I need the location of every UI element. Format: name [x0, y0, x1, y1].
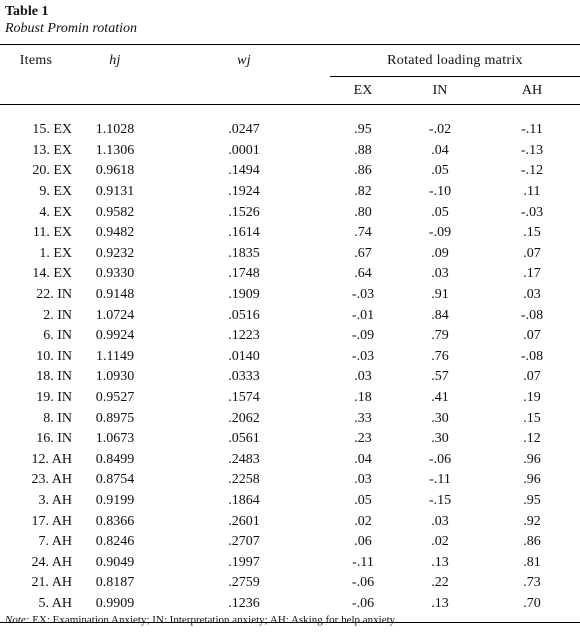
- cell-ex: .74: [354, 225, 372, 241]
- cell-ex: -.03: [351, 287, 375, 303]
- cell-wj: .2062: [228, 410, 260, 426]
- table-row: [0, 450, 580, 471]
- cell-item: 13. EX: [32, 142, 72, 158]
- cell-item: 18. IN: [36, 369, 72, 385]
- cell-hj: 0.9924: [95, 328, 135, 344]
- cell-hj: 0.9199: [95, 492, 135, 508]
- cell-hj: 1.1149: [96, 348, 134, 364]
- cell-item: 11. EX: [32, 225, 72, 241]
- cell-in: .79: [431, 328, 449, 344]
- cell-in: .30: [431, 410, 449, 426]
- cell-ah: -.03: [520, 204, 544, 220]
- cell-in: .05: [431, 204, 449, 220]
- cell-ex: -.03: [351, 348, 375, 364]
- cell-item: 8. IN: [43, 410, 72, 426]
- cell-ex: .64: [354, 266, 372, 282]
- header-row-1: [0, 45, 580, 77]
- cell-hj: 0.8754: [95, 472, 135, 488]
- cell-item: 15. EX: [32, 122, 72, 138]
- table-row: [0, 552, 580, 573]
- cell-hj: 1.0724: [95, 307, 135, 323]
- cell-ex: .82: [354, 184, 372, 200]
- cell-ah: .15: [523, 410, 541, 426]
- header-items: Items: [19, 52, 53, 68]
- cell-ah: .07: [523, 369, 541, 385]
- cell-in: .41: [431, 390, 449, 406]
- table-row: [0, 532, 580, 553]
- cell-in: -.09: [428, 225, 452, 241]
- cell-in: .91: [431, 287, 449, 303]
- table-row: [0, 326, 580, 347]
- cell-wj: .1236: [228, 595, 260, 611]
- cell-ex: -.06: [351, 575, 375, 591]
- cell-in: .76: [431, 348, 449, 364]
- table-row: [0, 223, 580, 244]
- table-row: [0, 573, 580, 594]
- table-row: [0, 305, 580, 326]
- table-row: [0, 491, 580, 512]
- header-rotated-loading-matrix: Rotated loading matrix: [330, 45, 580, 77]
- cell-ah: .92: [523, 513, 541, 529]
- header-row-2: [0, 77, 580, 105]
- cell-ex: .06: [354, 534, 372, 550]
- header-wj: wj: [237, 52, 251, 68]
- cell-ex: .05: [354, 492, 372, 508]
- cell-ah: .95: [523, 492, 541, 508]
- cell-item: 10. IN: [36, 348, 72, 364]
- cell-hj: 0.9582: [95, 204, 135, 220]
- cell-ah: .73: [523, 575, 541, 591]
- cell-ex: .88: [354, 142, 372, 158]
- cell-item: 3. AH: [38, 492, 72, 508]
- cell-wj: .1494: [228, 163, 260, 179]
- cell-ah: .70: [523, 595, 541, 611]
- cell-ex: .03: [354, 472, 372, 488]
- header-ex: EX: [353, 82, 373, 98]
- cell-item: 12. AH: [31, 451, 72, 467]
- cell-hj: 0.9527: [95, 390, 135, 406]
- cell-item: 22. IN: [36, 287, 72, 303]
- cell-in: .13: [431, 554, 449, 570]
- cell-wj: .1748: [228, 266, 260, 282]
- cell-in: .03: [431, 513, 449, 529]
- cell-item: 4. EX: [39, 204, 72, 220]
- cell-ex: -.09: [351, 328, 375, 344]
- cell-ex: .80: [354, 204, 372, 220]
- cell-in: -.02: [428, 122, 452, 138]
- cell-wj: .0561: [228, 431, 260, 447]
- cell-item: 17. AH: [31, 513, 72, 529]
- cell-in: .09: [431, 245, 449, 261]
- cell-ex: .86: [354, 163, 372, 179]
- cell-hj: 0.9330: [95, 266, 135, 282]
- table-row: [0, 161, 580, 182]
- cell-ah: -.11: [521, 122, 543, 138]
- table-row: [0, 182, 580, 203]
- cell-hj: 0.9049: [95, 554, 135, 570]
- cell-item: 16. IN: [36, 431, 72, 447]
- cell-ex: .33: [354, 410, 372, 426]
- cell-in: .22: [431, 575, 449, 591]
- cell-ex: .23: [354, 431, 372, 447]
- cell-hj: 1.0673: [95, 431, 135, 447]
- cell-in: .03: [431, 266, 449, 282]
- cell-ah: .81: [523, 554, 541, 570]
- cell-hj: 0.8187: [95, 575, 135, 591]
- cell-item: 23. AH: [31, 472, 72, 488]
- cell-ah: .17: [523, 266, 541, 282]
- cell-hj: 1.1028: [95, 122, 135, 138]
- table-row: [0, 285, 580, 306]
- cell-wj: .2759: [228, 575, 260, 591]
- cell-item: 5. AH: [38, 595, 72, 611]
- note-text: EX: Examination Anxiety; IN: Interpretation anxiety; AH: Asking for help anxiety.: [32, 614, 398, 626]
- cell-wj: .2601: [228, 513, 260, 529]
- cell-ah: .96: [523, 472, 541, 488]
- cell-wj: .0247: [228, 122, 260, 138]
- cell-item: 1. EX: [39, 245, 72, 261]
- cell-ah: -.08: [520, 307, 544, 323]
- cell-hj: 0.8975: [95, 410, 135, 426]
- cell-wj: .1574: [228, 390, 260, 406]
- cell-wj: .1526: [228, 204, 260, 220]
- cell-in: -.06: [428, 451, 452, 467]
- cell-ex: -.01: [351, 307, 375, 323]
- cell-item: 9. EX: [39, 184, 72, 200]
- cell-ah: .07: [523, 245, 541, 261]
- cell-wj: .2483: [228, 451, 260, 467]
- table-row: [0, 244, 580, 265]
- cell-wj: .0516: [228, 307, 260, 323]
- table-note: [5, 614, 397, 626]
- cell-ah: .19: [523, 390, 541, 406]
- cell-ex: .03: [354, 369, 372, 385]
- table-row: [0, 264, 580, 285]
- cell-hj: 0.9909: [95, 595, 135, 611]
- cell-ah: -.12: [520, 163, 544, 179]
- cell-ex: .04: [354, 451, 372, 467]
- cell-ex: .95: [354, 122, 372, 138]
- cell-item: 7. AH: [38, 534, 72, 550]
- cell-in: .30: [431, 431, 449, 447]
- cell-hj: 1.0930: [95, 369, 135, 385]
- table-row: [0, 202, 580, 223]
- cell-ah: .07: [523, 328, 541, 344]
- cell-item: 14. EX: [32, 266, 72, 282]
- table-title: Robust Promin rotation: [5, 21, 137, 36]
- table-row: [0, 408, 580, 429]
- cell-ah: .15: [523, 225, 541, 241]
- table-row: [0, 388, 580, 409]
- cell-wj: .2707: [228, 534, 260, 550]
- cell-in: .84: [431, 307, 449, 323]
- cell-ah: .11: [523, 184, 541, 200]
- cell-ah: -.08: [520, 348, 544, 364]
- cell-wj: .1614: [228, 225, 260, 241]
- cell-item: 20. EX: [32, 163, 72, 179]
- cell-item: 21. AH: [31, 575, 72, 591]
- cell-hj: 0.9618: [95, 163, 135, 179]
- cell-wj: .1864: [228, 492, 260, 508]
- cell-ex: .18: [354, 390, 372, 406]
- table-row: [0, 470, 580, 491]
- cell-ex: .67: [354, 245, 372, 261]
- cell-hj: 0.9232: [95, 245, 135, 261]
- table-label: Table 1: [5, 4, 49, 19]
- cell-item: 2. IN: [43, 307, 72, 323]
- cell-item: 6. IN: [43, 328, 72, 344]
- table-row: [0, 347, 580, 368]
- table-row: [0, 594, 580, 615]
- cell-in: -.10: [428, 184, 452, 200]
- cell-ex: -.11: [352, 554, 374, 570]
- cell-hj: 0.8499: [95, 451, 135, 467]
- loading-table: [0, 44, 580, 623]
- table-body: [0, 105, 580, 623]
- cell-hj: 0.9131: [95, 184, 135, 200]
- cell-wj: .1835: [228, 245, 260, 261]
- cell-in: .02: [431, 534, 449, 550]
- table-row: [0, 367, 580, 388]
- cell-in: -.11: [429, 472, 451, 488]
- cell-wj: .0001: [228, 142, 260, 158]
- header-hj: hj: [109, 52, 121, 68]
- cell-ah: .86: [523, 534, 541, 550]
- note-label: Note:: [5, 614, 30, 626]
- cell-in: .04: [431, 142, 449, 158]
- table-row: [0, 120, 580, 141]
- cell-ah: .03: [523, 287, 541, 303]
- cell-hj: 0.8366: [95, 513, 135, 529]
- cell-wj: .0140: [228, 348, 260, 364]
- cell-wj: .1223: [228, 328, 260, 344]
- cell-item: 24. AH: [31, 554, 72, 570]
- cell-hj: 0.9148: [95, 287, 135, 303]
- cell-wj: .2258: [228, 472, 260, 488]
- cell-hj: 0.9482: [95, 225, 135, 241]
- cell-ah: -.13: [520, 142, 544, 158]
- cell-wj: .0333: [228, 369, 260, 385]
- cell-in: -.15: [428, 492, 452, 508]
- cell-ex: .02: [354, 513, 372, 529]
- cell-item: 19. IN: [36, 390, 72, 406]
- header-in: IN: [432, 82, 448, 98]
- table-row: [0, 141, 580, 162]
- cell-wj: .1909: [228, 287, 260, 303]
- cell-hj: 0.8246: [95, 534, 135, 550]
- header-ah: AH: [521, 82, 543, 98]
- table-caption: [5, 3, 137, 37]
- table-row: [0, 511, 580, 532]
- cell-wj: .1997: [228, 554, 260, 570]
- cell-ah: .12: [523, 431, 541, 447]
- table-row: [0, 429, 580, 450]
- cell-in: .57: [431, 369, 449, 385]
- cell-in: .13: [431, 595, 449, 611]
- cell-ex: -.06: [351, 595, 375, 611]
- cell-hj: 1.1306: [95, 142, 135, 158]
- cell-in: .05: [431, 163, 449, 179]
- cell-ah: .96: [523, 451, 541, 467]
- cell-wj: .1924: [228, 184, 260, 200]
